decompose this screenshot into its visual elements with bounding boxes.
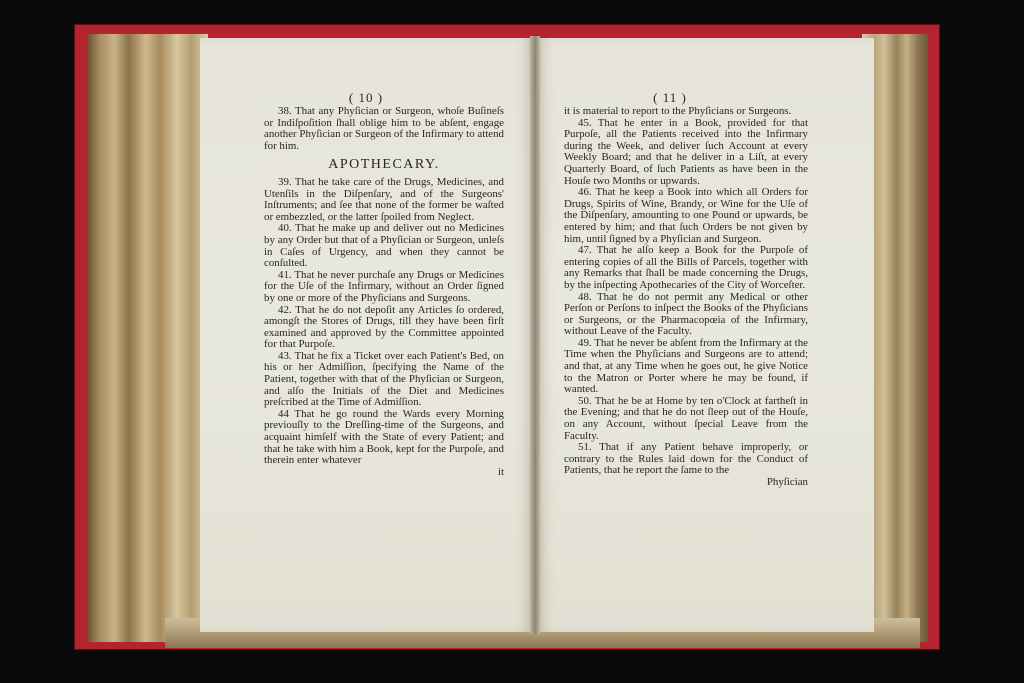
section-heading: APOTHECARY. <box>328 157 440 173</box>
page-number-left: ( 10 ) <box>348 90 384 105</box>
paragraph-45: 45. That he enter in a Book, provided for that Purpoſe, all the Patients received into the Infirmary during the Week, and deliver ſuch Account at every Weekly Board; and that he deliver in a Liſt, at every Quarterly Board, of ſuch Patients as have been in the Houſe two Months or upwards. <box>564 116 808 187</box>
left-page-edges <box>88 34 208 642</box>
catchword-left: it <box>497 465 504 478</box>
paragraph-38: 38. That any Phyſician or Surgeon, whoſe Buſineſs or Indiſpoſition ſhall oblige him to be abſent, engage another Phyſician or Surgeon of the Infirmary to attend for him. <box>264 105 504 152</box>
paragraph-48: 48. That he do not permit any Medical or other Perſon or Perſons to inſpect the Books of the Phyſicians or Surgeons, or the Pharmacopœia of the Infirmary, without Leave of the Faculty. <box>564 290 808 338</box>
continued-paragraph: it is material to report to the Phyſicians or Surgeons. <box>564 105 792 117</box>
left-page <box>200 38 532 632</box>
paragraph-39: 39. That he take care of the Drugs, Medicines, and Utenſils in the Diſpenſary, and of the Surgeons' Inſtruments; and ſee that none of the former be waſted or embezzled, or the latter ſpoiled from Neglect. <box>264 175 504 223</box>
paragraph-43: 43. That he fix a Ticket over each Patient's Bed, on his or her Admiſſion, ſpecifying the Name of the Patient, together with that of the Phyſician or Surgeon, and alſo the Initials of the Diet and Medicines preſcribed at the Time of Admiſſion. <box>264 349 504 409</box>
left-page-text <box>264 90 504 478</box>
paragraph-49: 49. That he never be abſent from the Infirmary at the Time when the Phyſicians and Surgeons are to attend; and that, at any Time when he goes out, he give Notice to the Matron or Porter where he may be found, if wanted. <box>564 336 808 396</box>
paragraph-42: 42. That he do not depoſit any Articles ſo ordered, amongſt the Stores of Drugs, till they have been firſt examined and approved by the Committee appointed for that Purpoſe. <box>264 303 504 351</box>
paragraph-44: 44 That he go round the Wards every Morning previouſly to the Dreſſing-time of the Surgeons, and acquaint himſelf with the State of every Patient; and that he take with him a Book, kept for the Purpoſe, and therein enter whatever <box>264 407 504 467</box>
right-page-text <box>564 90 808 489</box>
book-gutter <box>530 36 540 634</box>
paragraph-51: 51. That if any Patient behave improperly, or contrary to the Rules laid down for the Conduct of Patients, that he report the ſame to the <box>564 441 808 477</box>
right-page <box>538 38 874 632</box>
paragraph-41: 41. That he never purchaſe any Drugs or Medicines for the Uſe of the Infirmary, without an Order ſigned by one or more of the Phyſicians and Surgeons. <box>264 268 504 304</box>
paragraph-40: 40. That he make up and deliver out no Medicines by any Order but that of a Phyſician or Surgeon, unleſs in Caſes of Urgency, and when they cannot be conſulted. <box>264 222 504 270</box>
paragraph-46: 46. That he keep a Book into which all Orders for Drugs, Spirits of Wine, Brandy, or Wine for the Uſe of the Diſpenſary, amounting to one Pound or upwards, be entered by him; and that ſuch Orders be not given by him, until ſigned by a Phyſician and Surgeon. <box>564 186 808 245</box>
catchword-right: Phyſician <box>766 476 808 488</box>
page-number-right: ( 11 ) <box>653 90 687 105</box>
paragraph-50: 50. That he be at Home by ten o'Clock at fartheſt in the Evening; and that he do not ſleep out of the Houſe, on any Account, without ſpecial Leave from the Faculty. <box>564 394 808 442</box>
paragraph-47: 47. That he alſo keep a Book for the Purpoſe of entering copies of all the Bills of Parcels, together with any Remarks that ſhall be made concerning the Drugs, by the inſpecting Apothecaries of the City of Worceſter. <box>564 244 808 291</box>
